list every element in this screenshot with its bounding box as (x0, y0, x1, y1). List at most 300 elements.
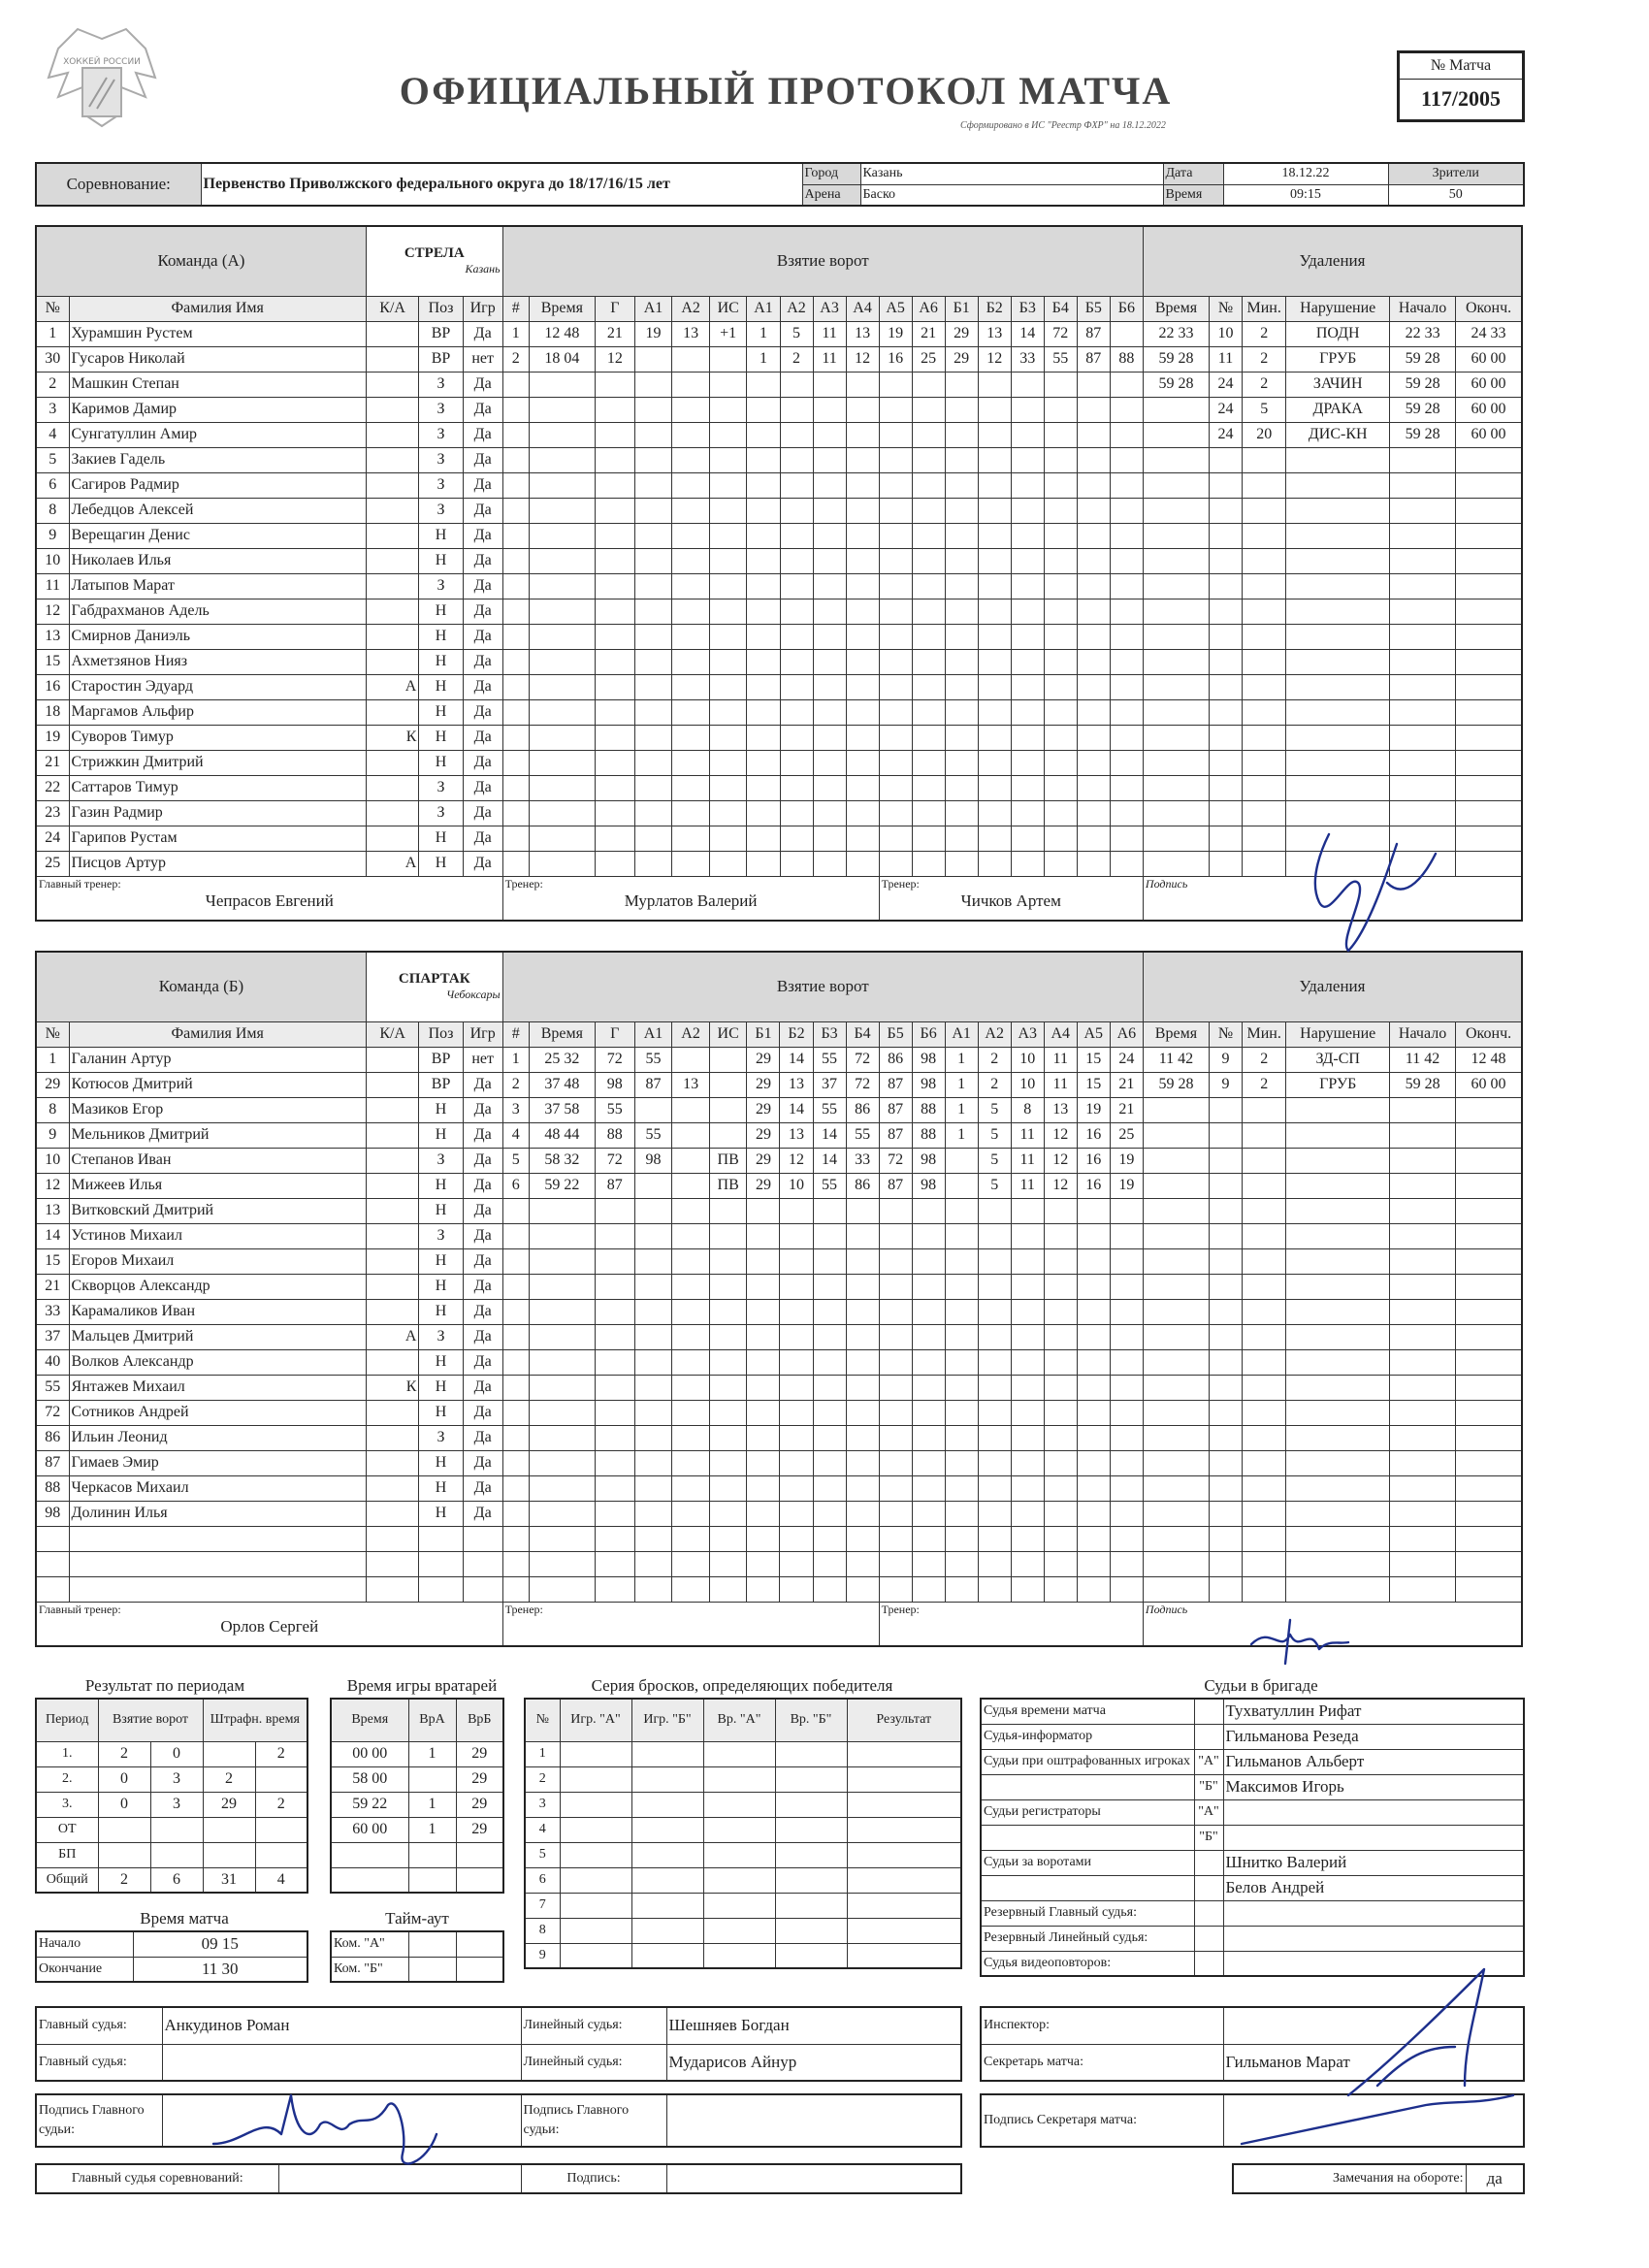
goal-cell (634, 422, 672, 447)
goal-cell (595, 1248, 634, 1274)
on-ice-player: 13 (1044, 1097, 1077, 1122)
penalty-end: 60 00 (1456, 422, 1522, 447)
player-name: Мижеев Илья (69, 1173, 366, 1198)
on-ice-player (912, 548, 945, 573)
penalty-end (1456, 1425, 1522, 1450)
player-position: ВР (419, 321, 463, 346)
player-position: ВР (419, 1047, 463, 1072)
goal-scorer: 98 (595, 1072, 634, 1097)
penalty-time (1143, 523, 1209, 548)
penalty-player: 9 (1209, 1047, 1242, 1072)
goal-assist2 (672, 1097, 710, 1122)
shootout-cell (560, 1918, 631, 1943)
player-captain (366, 599, 418, 624)
penalty-violation: ПОДН (1286, 321, 1390, 346)
on-ice-player (1044, 674, 1077, 699)
player-position: Н (419, 1299, 463, 1324)
goal-cell (672, 1475, 710, 1501)
player-played: Да (463, 649, 502, 674)
penalty-player (1209, 523, 1242, 548)
penalty-time (1143, 1526, 1209, 1551)
col-pen-num: № (1209, 1021, 1242, 1047)
on-ice-player (879, 775, 912, 800)
penalty-violation (1286, 1551, 1390, 1576)
on-ice-player (978, 1425, 1011, 1450)
on-ice-player (1044, 1324, 1077, 1349)
shootout-cell (560, 1817, 631, 1842)
goal-cell (634, 1576, 672, 1602)
penalty-start (1390, 1551, 1456, 1576)
on-ice-player (945, 472, 978, 498)
penalty-start (1390, 1375, 1456, 1400)
goal-cell (595, 1299, 634, 1324)
head-coach-label: Главный тренер: (39, 1602, 121, 1616)
period-value (150, 1817, 203, 1842)
on-ice-player (747, 523, 780, 548)
col-name: Фамилия Имя (69, 1021, 366, 1047)
player-captain (366, 1349, 418, 1375)
on-ice-player: 1 (747, 346, 780, 372)
table-row (36, 1425, 1522, 1450)
on-ice-player (813, 397, 846, 422)
on-ice-player (780, 1248, 813, 1274)
penalty-violation (1286, 674, 1390, 699)
on-ice-player (912, 1274, 945, 1299)
on-ice-player: 29 (747, 1148, 780, 1173)
on-ice-player (846, 498, 879, 523)
table-row (36, 1375, 1522, 1400)
official-tag (1194, 1699, 1223, 1724)
goal-cell (595, 1526, 634, 1551)
on-ice-player (813, 1425, 846, 1450)
on-ice-player (945, 599, 978, 624)
on-ice-player (1077, 1400, 1110, 1425)
player-name: Янтажев Михаил (69, 1375, 366, 1400)
on-ice-player (846, 674, 879, 699)
shootout-cell (703, 1741, 775, 1766)
on-ice-player (978, 1223, 1011, 1248)
penalty-start (1390, 1526, 1456, 1551)
on-ice-player (912, 498, 945, 523)
table-row (36, 1173, 1522, 1198)
penalty-end (1456, 1475, 1522, 1501)
match-info-table (35, 162, 1525, 207)
on-ice-player: 2 (780, 346, 813, 372)
spectators-value: 50 (1388, 184, 1524, 206)
officials-title: Судьи в бригаде (1204, 1676, 1318, 1695)
goal-cell (672, 498, 710, 523)
official-role: Судья-информатор (981, 1724, 1194, 1749)
on-ice-player (1110, 498, 1143, 523)
on-ice-player: 14 (780, 1097, 813, 1122)
on-ice-player (846, 1400, 879, 1425)
on-ice-player (780, 800, 813, 826)
penalty-start (1390, 1299, 1456, 1324)
on-ice-player (813, 800, 846, 826)
on-ice-player: 1 (747, 321, 780, 346)
main-ref-2-label: Главный судья: (36, 2044, 162, 2081)
penalty-minutes (1243, 699, 1286, 725)
on-ice-player (879, 1501, 912, 1526)
official-name (1223, 1799, 1524, 1825)
table-row (36, 674, 1522, 699)
col-goal-3: А1 (634, 1021, 672, 1047)
on-ice-player (747, 699, 780, 725)
table-row (36, 1072, 1522, 1097)
player-position: З (419, 422, 463, 447)
goal-cell (634, 750, 672, 775)
on-ice-player (1011, 1223, 1044, 1248)
on-ice-player (747, 1400, 780, 1425)
player-captain (366, 1072, 418, 1097)
coach1-name: Мурлатов Валерий (624, 891, 758, 910)
table-row (525, 1918, 961, 1943)
goal-time (529, 624, 595, 649)
official-role: Судьи за воротами (981, 1850, 1194, 1875)
penalty-end: 60 00 (1456, 397, 1522, 422)
player-position: Н (419, 750, 463, 775)
penalty-end (1456, 472, 1522, 498)
player-name (69, 1576, 366, 1602)
on-ice-player (945, 372, 978, 397)
col-pen-time: Время (1143, 1021, 1209, 1047)
goalie-change-time: 59 22 (331, 1792, 408, 1817)
col-pen-min: Мин. (1243, 1021, 1286, 1047)
penalty-minutes: 2 (1243, 1072, 1286, 1097)
penalty-time (1143, 725, 1209, 750)
on-ice-player (1110, 1450, 1143, 1475)
col-goal-2: Г (595, 296, 634, 321)
goalie-a (408, 1867, 456, 1893)
on-ice-player (846, 649, 879, 674)
col-onice: А5 (1077, 1021, 1110, 1047)
penalty-start: 59 28 (1390, 422, 1456, 447)
on-ice-player (780, 472, 813, 498)
penalty-violation (1286, 1122, 1390, 1148)
goal-cell (672, 699, 710, 725)
on-ice-player (912, 1223, 945, 1248)
on-ice-player: 1 (945, 1097, 978, 1122)
player-number (36, 1526, 69, 1551)
on-ice-player (1044, 649, 1077, 674)
player-number: 55 (36, 1375, 69, 1400)
on-ice-player: 19 (1110, 1173, 1143, 1198)
penalty-start: 59 28 (1390, 372, 1456, 397)
table-row (36, 1299, 1522, 1324)
goal-time (529, 725, 595, 750)
on-ice-player (780, 498, 813, 523)
player-played: Да (463, 498, 502, 523)
on-ice-player (912, 1576, 945, 1602)
shootout-col: Игр. "А" (560, 1699, 631, 1741)
penalty-minutes (1243, 1274, 1286, 1299)
on-ice-player: 21 (912, 321, 945, 346)
on-ice-player (978, 674, 1011, 699)
table-row (981, 1926, 1524, 1951)
goal-cell (595, 397, 634, 422)
goal-time (529, 548, 595, 573)
on-ice-player: 5 (978, 1173, 1011, 1198)
on-ice-player (1110, 1425, 1143, 1450)
goal-cell (672, 599, 710, 624)
goal-assist1: 55 (634, 1122, 672, 1148)
col-goal-4: А2 (672, 296, 710, 321)
on-ice-player (813, 750, 846, 775)
goal-assist1 (634, 346, 672, 372)
goal-cell (634, 573, 672, 599)
on-ice-player: 12 (1044, 1173, 1077, 1198)
on-ice-player (978, 1375, 1011, 1400)
player-number (36, 1551, 69, 1576)
player-played: Да (463, 1400, 502, 1425)
on-ice-player (912, 372, 945, 397)
on-ice-player (912, 1425, 945, 1450)
penalty-minutes (1243, 1526, 1286, 1551)
penalty-player (1209, 498, 1242, 523)
player-played: Да (463, 1148, 502, 1173)
goal-cell (634, 372, 672, 397)
on-ice-player (945, 1148, 978, 1173)
player-position: З (419, 1223, 463, 1248)
goal-assist2: 13 (672, 1072, 710, 1097)
goalie-b (456, 1842, 503, 1867)
on-ice-player (813, 624, 846, 649)
main-ref-1-label: Главный судья: (36, 2007, 162, 2044)
table-row (981, 1825, 1524, 1850)
on-ice-player (1077, 800, 1110, 826)
penalty-player (1209, 750, 1242, 775)
goal-cell (595, 1475, 634, 1501)
on-ice-player (1011, 826, 1044, 851)
match-end: 11 30 (133, 1957, 307, 1982)
shootout-cell (775, 1918, 847, 1943)
player-captain (366, 523, 418, 548)
penalty-time (1143, 1400, 1209, 1425)
on-ice-player (1044, 1274, 1077, 1299)
goal-cell (709, 649, 747, 674)
on-ice-player: 15 (1077, 1072, 1110, 1097)
penalty-player (1209, 775, 1242, 800)
on-ice-player: 1 (945, 1122, 978, 1148)
goal-cell (709, 1324, 747, 1349)
penalty-player: 10 (1209, 321, 1242, 346)
on-ice-player (912, 800, 945, 826)
penalty-time (1143, 649, 1209, 674)
goalie-b: 29 (456, 1817, 503, 1842)
penalty-minutes (1243, 573, 1286, 599)
on-ice-player: 2 (978, 1072, 1011, 1097)
on-ice-player (945, 548, 978, 573)
on-ice-player (747, 1526, 780, 1551)
official-name: Максимов Игорь (1223, 1774, 1524, 1799)
chief-ref-table (35, 2163, 962, 2194)
penalty-minutes (1243, 1122, 1286, 1148)
on-ice-player (978, 397, 1011, 422)
goal-number: 2 (502, 1072, 529, 1097)
goal-assist1: 55 (634, 1047, 672, 1072)
official-role: Судьи регистраторы (981, 1799, 1194, 1825)
on-ice-player (813, 1274, 846, 1299)
on-ice-player: 24 (1110, 1047, 1143, 1072)
player-name: Писцов Артур (69, 851, 366, 876)
player-played: Да (463, 624, 502, 649)
player-position: З (419, 397, 463, 422)
on-ice-player (813, 548, 846, 573)
on-ice-player (1044, 372, 1077, 397)
on-ice-player (1044, 1576, 1077, 1602)
on-ice-player (945, 851, 978, 876)
player-name: Витковский Дмитрий (69, 1198, 366, 1223)
player-captain (366, 1475, 418, 1501)
table-row (36, 1842, 307, 1867)
goal-situation (709, 346, 747, 372)
shootout-cell (847, 1893, 961, 1918)
on-ice-player: 72 (846, 1047, 879, 1072)
goal-assist2 (672, 1173, 710, 1198)
on-ice-player (879, 750, 912, 775)
player-number: 86 (36, 1425, 69, 1450)
shootout-cell (775, 1943, 847, 1968)
on-ice-player (1044, 1349, 1077, 1375)
goal-cell (595, 447, 634, 472)
on-ice-player (813, 472, 846, 498)
shootout-cell (631, 1766, 703, 1792)
player-name: Габдрахманов Адель (69, 599, 366, 624)
on-ice-player (1077, 397, 1110, 422)
on-ice-player (1110, 472, 1143, 498)
col-onice: А2 (780, 296, 813, 321)
penalty-minutes (1243, 1450, 1286, 1475)
on-ice-player (747, 1299, 780, 1324)
goal-cell (634, 548, 672, 573)
on-ice-player (780, 1425, 813, 1450)
official-name: Белов Андрей (1223, 1875, 1524, 1900)
on-ice-player (912, 826, 945, 851)
on-ice-player (813, 1324, 846, 1349)
goal-cell (595, 548, 634, 573)
goal-cell (672, 1450, 710, 1475)
penalty-time: 22 33 (1143, 321, 1209, 346)
goal-cell (634, 523, 672, 548)
on-ice-player: 1 (945, 1047, 978, 1072)
penalty-start (1390, 624, 1456, 649)
on-ice-player (780, 1450, 813, 1475)
goal-situation (709, 1122, 747, 1148)
col-pos: Поз (419, 296, 463, 321)
table-row (981, 1699, 1524, 1724)
penalty-start (1390, 573, 1456, 599)
periods-table (35, 1698, 308, 1894)
penalty-end (1456, 1173, 1522, 1198)
penalty-time (1143, 1148, 1209, 1173)
on-ice-player (912, 472, 945, 498)
penalty-end (1456, 1551, 1522, 1576)
table-row (36, 725, 1522, 750)
official-tag: "А" (1194, 1799, 1223, 1825)
goal-cell (595, 1349, 634, 1375)
shootout-number: 9 (525, 1943, 560, 1968)
goal-time (529, 1576, 595, 1602)
shootout-cell (775, 1893, 847, 1918)
on-ice-player (846, 851, 879, 876)
penalty-time (1143, 599, 1209, 624)
goal-time (529, 1248, 595, 1274)
coach-label: Тренер: (881, 1602, 920, 1616)
on-ice-player (780, 573, 813, 599)
penalty-violation (1286, 725, 1390, 750)
penalty-violation (1286, 1097, 1390, 1122)
sig-main-label: Подпись Главного судьи: (36, 2094, 162, 2147)
on-ice-player (912, 750, 945, 775)
penalty-player (1209, 1148, 1242, 1173)
on-ice-player (978, 750, 1011, 775)
col-onice: Б5 (1077, 296, 1110, 321)
penalty-time (1143, 573, 1209, 599)
shootout-cell (560, 1867, 631, 1893)
on-ice-player (945, 422, 978, 447)
goal-scorer: 72 (595, 1047, 634, 1072)
remarks-value: да (1466, 2164, 1524, 2193)
shootout-cell (703, 1867, 775, 1893)
col-onice: А4 (1044, 1021, 1077, 1047)
goal-number (502, 1299, 529, 1324)
table-row (525, 1893, 961, 1918)
goal-number (502, 826, 529, 851)
on-ice-player (846, 1248, 879, 1274)
col-pen-viol: Нарушение (1286, 296, 1390, 321)
goal-number (502, 472, 529, 498)
player-position: Н (419, 649, 463, 674)
on-ice-player (978, 826, 1011, 851)
player-number: 21 (36, 1274, 69, 1299)
periods-col-pim: Штрафн. время (203, 1699, 307, 1741)
on-ice-player (945, 1576, 978, 1602)
penalty-violation (1286, 1526, 1390, 1551)
col-onice: А3 (1011, 1021, 1044, 1047)
on-ice-player: 10 (1011, 1072, 1044, 1097)
on-ice-player (879, 725, 912, 750)
on-ice-player (1044, 1400, 1077, 1425)
penalty-player (1209, 599, 1242, 624)
on-ice-player (780, 1324, 813, 1349)
player-captain (366, 775, 418, 800)
penalty-start (1390, 1450, 1456, 1475)
goal-scorer: 12 (595, 346, 634, 372)
goal-cell (672, 447, 710, 472)
penalty-violation (1286, 1501, 1390, 1526)
on-ice-player: 11 (1044, 1047, 1077, 1072)
on-ice-player (780, 1299, 813, 1324)
table-row (981, 1850, 1524, 1875)
on-ice-player (912, 699, 945, 725)
player-position (419, 1576, 463, 1602)
penalty-time (1143, 1349, 1209, 1375)
time-value: 09:15 (1223, 184, 1388, 206)
on-ice-player (846, 699, 879, 725)
on-ice-player (747, 1576, 780, 1602)
goal-cell (709, 1425, 747, 1450)
on-ice-player (879, 674, 912, 699)
penalty-violation (1286, 573, 1390, 599)
player-number: 40 (36, 1349, 69, 1375)
on-ice-player (912, 775, 945, 800)
penalty-time (1143, 1173, 1209, 1198)
penalty-violation (1286, 523, 1390, 548)
on-ice-player (1044, 800, 1077, 826)
on-ice-player (1110, 1198, 1143, 1223)
goal-number (502, 372, 529, 397)
penalty-start (1390, 750, 1456, 775)
